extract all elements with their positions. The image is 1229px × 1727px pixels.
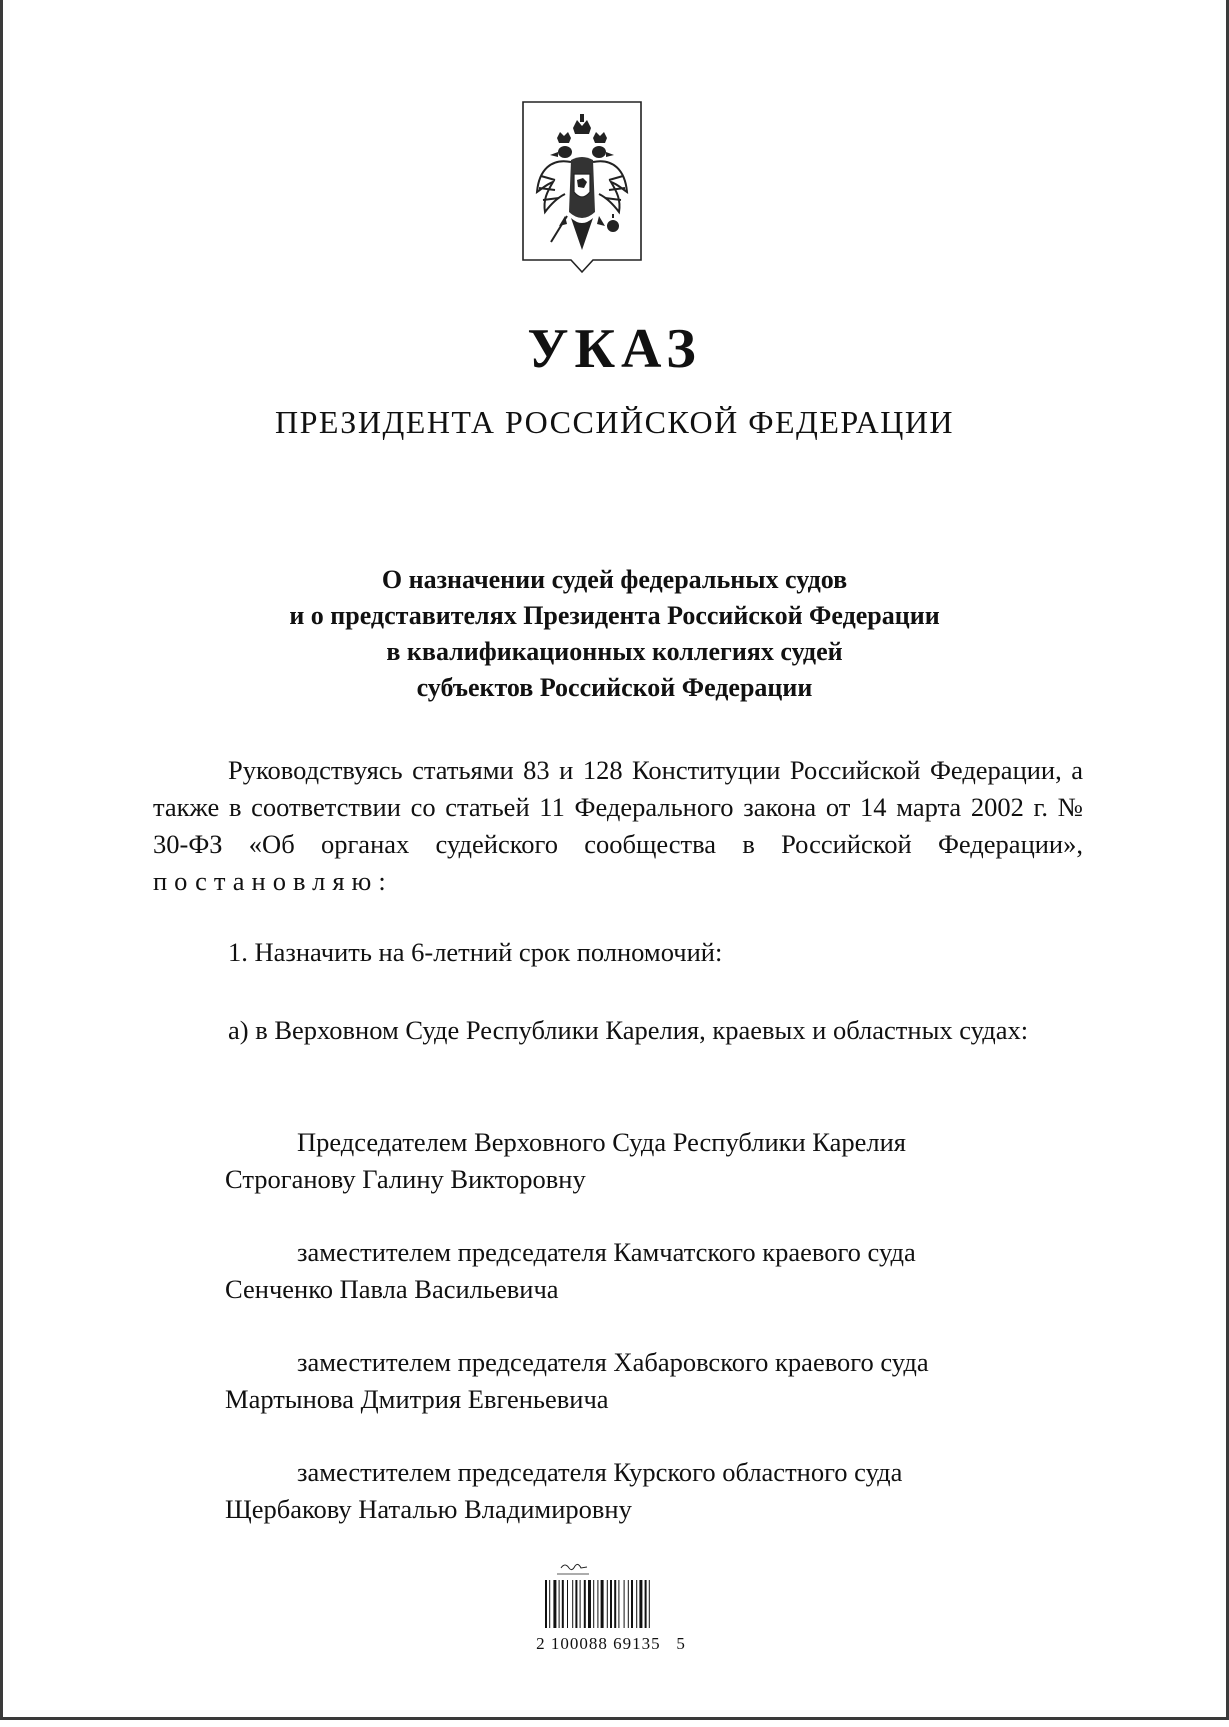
appointment-person: Строганову Галину Викторовну xyxy=(225,1164,586,1194)
appointment-position: заместителем председателя Курского областного суда xyxy=(297,1457,903,1487)
appointment-entry xyxy=(225,1454,1085,1528)
subject-line: О назначении судей федеральных судов xyxy=(381,565,848,594)
appointment-position: заместителем председателя Хабаровского краевого суда xyxy=(297,1347,929,1377)
decree-authority: ПРЕЗИДЕНТА РОССИЙСКОЙ ФЕДЕРАЦИИ xyxy=(274,404,955,440)
subject-line: субъектов Российской Федерации xyxy=(416,673,813,702)
barcode xyxy=(531,1560,691,1655)
appointment-position: Председателем Верховного Суда Республики Карелия xyxy=(297,1127,906,1157)
appointment-person: Щербакову Наталью Владимировну xyxy=(225,1494,632,1524)
decree-subject xyxy=(153,562,1076,706)
barcode-bars xyxy=(531,1560,691,1632)
appointment-position: заместителем председателя Камчатского краевого суда xyxy=(297,1237,916,1267)
appointment-entry xyxy=(225,1234,1085,1308)
subject-line: в квалификационных коллегиях судей xyxy=(386,637,843,666)
preamble-text: Руководствуясь статьями 83 и 128 Конституции Российской Федерации, а также в соответствии со статьей 11 Федерального закона от 14 марта 2002 г. № 30-ФЗ «Об органах судейского сообщества в Российской Федерации», xyxy=(153,755,1083,859)
point-1a-paragraph: а) в Верховном Суде Республики Карелия, краевых и областных судах: xyxy=(228,1015,1029,1045)
preamble-paragraph xyxy=(153,752,1083,900)
subject-line: и о представителях Президента Российской Федерации xyxy=(289,601,940,630)
appointment-person: Мартынова Дмитрия Евгеньевича xyxy=(225,1384,609,1414)
coat-of-arms-emblem xyxy=(521,100,643,290)
barcode-number: 2 100088 69135 5 xyxy=(536,1634,686,1653)
point-1-paragraph: 1. Назначить на 6-летний срок полномочий: xyxy=(228,937,723,967)
decree-title: УКАЗ xyxy=(527,318,702,380)
appointment-person: Сенченко Павла Васильевича xyxy=(225,1274,559,1304)
appointment-entry xyxy=(225,1124,1085,1198)
appointment-entry xyxy=(225,1344,1085,1418)
resolution-word: постановляю: xyxy=(153,866,393,896)
